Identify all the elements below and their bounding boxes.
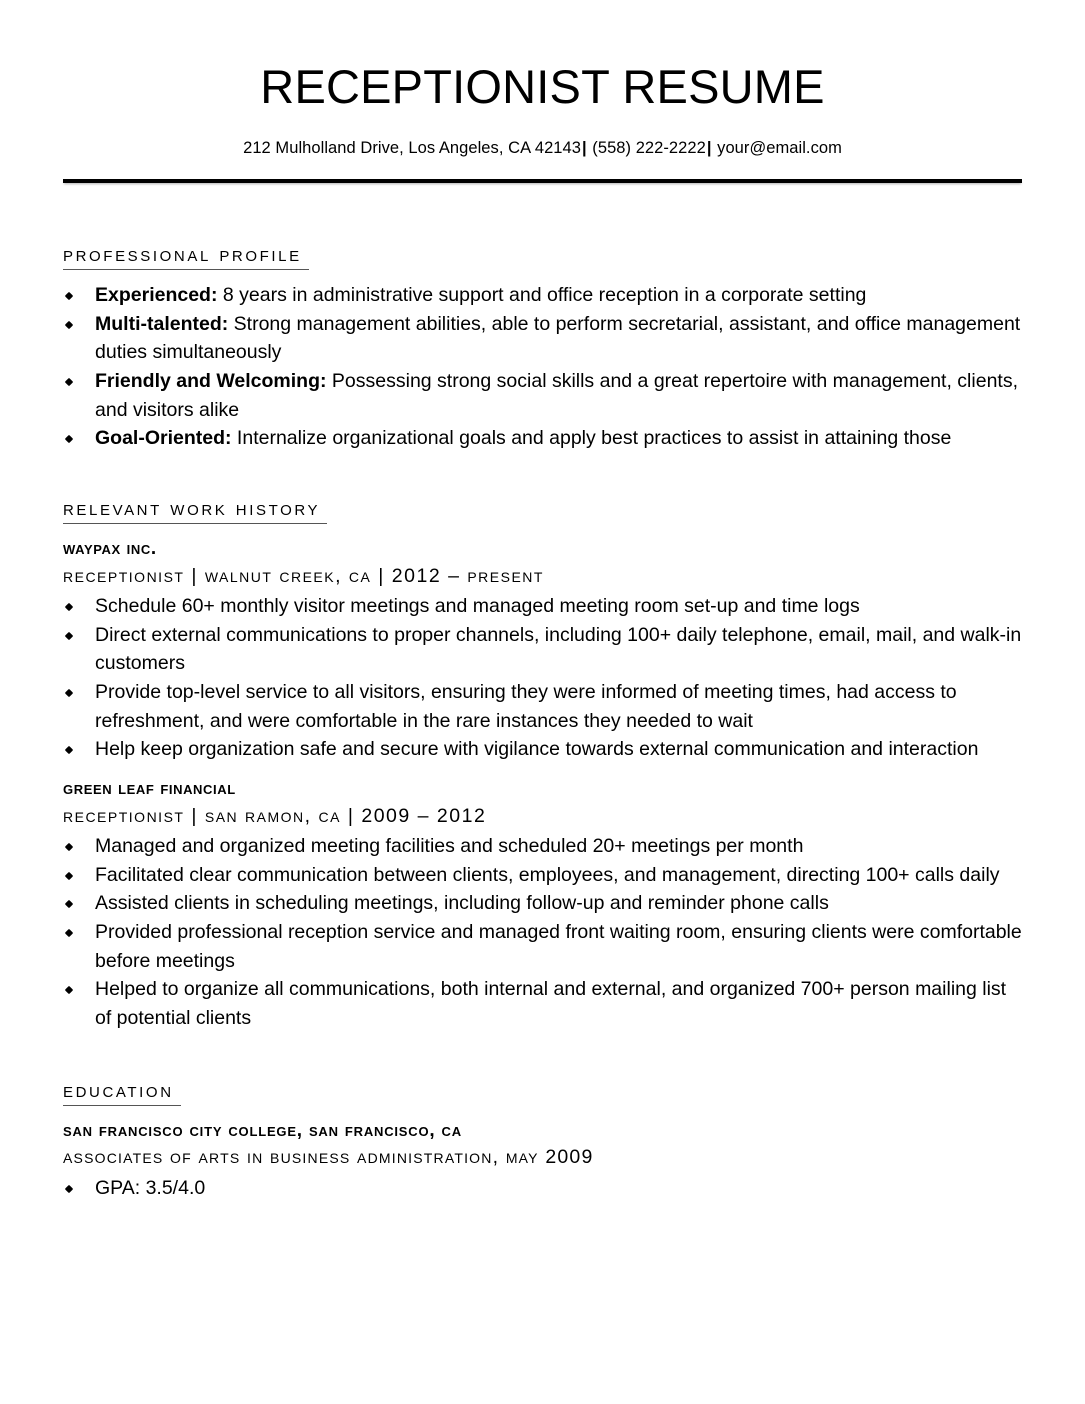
list-item xyxy=(63,281,1022,310)
job-company-name: green leaf financial xyxy=(63,777,236,799)
education-school-name: san francisco city college, san francisco, ca xyxy=(63,1119,462,1141)
work-history-entry xyxy=(63,777,1022,1033)
list-item xyxy=(63,367,1022,424)
list-item xyxy=(63,310,1022,367)
list-item xyxy=(63,621,1022,678)
bullet-text: Facilitated clear communication between clients, employees, and management, directing 100+ calls daily xyxy=(95,863,1000,886)
resume-body xyxy=(0,243,1085,1203)
bullet-text: Help keep organization safe and secure with vigilance towards external communication and interaction xyxy=(95,738,979,761)
education-degree-line: associates of arts in business administration, may 2009 xyxy=(63,1146,594,1169)
bullet-lead-in: Goal-Oriented: xyxy=(95,427,232,450)
header-rule xyxy=(63,179,1022,183)
document-header xyxy=(0,0,1085,160)
job-bullet-list xyxy=(63,832,1022,1033)
header-divider xyxy=(63,179,1022,183)
bullet-text: Strong management abilities, able to perform secretarial, assistant, and office management duties simultaneously xyxy=(95,312,1021,364)
list-item xyxy=(63,918,1022,975)
job-bullet-list xyxy=(63,592,1022,764)
bullet-lead-in: Experienced: xyxy=(95,283,218,306)
contact-line xyxy=(0,138,1085,159)
work-history-entry xyxy=(63,537,1022,764)
list-item xyxy=(63,861,1022,890)
list-item xyxy=(63,832,1022,861)
section-work-history xyxy=(63,497,1022,1033)
job-title-location-dates: receptionist | walnut creek, ca | 2012 – present xyxy=(63,564,544,587)
bullet-text: Assisted clients in scheduling meetings, including follow-up and reminder phone calls xyxy=(95,892,829,915)
job-company-name: waypax inc. xyxy=(63,538,157,559)
section-heading-education: education xyxy=(63,1079,181,1106)
contact-separator-1: | xyxy=(581,139,587,158)
bullet-text: Internalize organizational goals and apply best practices to assist in attaining those xyxy=(231,427,952,450)
bullet-text: Schedule 60+ monthly visitor meetings and managed meeting room set-up and time logs xyxy=(95,595,860,617)
list-item xyxy=(63,678,1022,735)
work-history-entries xyxy=(63,537,1022,1033)
bullet-text: Provide top-level service to all visitors, ensuring they were informed of meeting times, had access to refreshment, and were comfortable in the rare instances they needed to wait xyxy=(95,680,957,732)
bullet-text: GPA: 3.5/4.0 xyxy=(95,1176,206,1199)
list-item xyxy=(63,735,1022,764)
contact-email: your@email.com xyxy=(717,139,842,158)
list-item xyxy=(63,889,1022,918)
education-bullet-list xyxy=(63,1174,1022,1203)
bullet-text: Managed and organized meeting facilities and scheduled 20+ meetings per month xyxy=(95,834,804,857)
section-heading-professional-profile: professional profile xyxy=(63,243,309,270)
list-item xyxy=(63,975,1022,1032)
list-item xyxy=(63,424,1022,453)
page-title: RECEPTIONIST RESUME xyxy=(260,60,825,113)
contact-separator-2: | xyxy=(706,139,712,158)
bullet-text: Direct external communications to proper channels, including 100+ daily telephone, email, mail, and walk-in customers xyxy=(95,623,1022,675)
bullet-text: 8 years in administrative support and office reception in a corporate setting xyxy=(217,283,867,306)
bullet-text: Helped to organize all communications, both internal and external, and organized 700+ person mailing list of potential clients xyxy=(95,978,1007,1029)
education-entry xyxy=(63,1119,1022,1203)
list-item xyxy=(63,592,1022,621)
list-item xyxy=(63,1174,1022,1203)
contact-address: 212 Mulholland Drive, Los Angeles, CA 42143 xyxy=(243,139,581,158)
profile-bullet-list xyxy=(63,281,1022,453)
job-title-location-dates: receptionist | san ramon, ca | 2009 – 2012 xyxy=(63,804,487,827)
contact-phone: (558) 222-2222 xyxy=(592,139,706,158)
bullet-text: Possessing strong social skills and a great repertoire with management, clients, and visitors alike xyxy=(95,369,1018,421)
section-professional-profile xyxy=(63,243,1022,453)
education-entries xyxy=(63,1119,1022,1203)
bullet-text: Provided professional reception service and managed front waiting room, ensuring clients were comfortable before meetings xyxy=(95,920,1022,972)
bullet-lead-in: Friendly and Welcoming: xyxy=(95,369,327,392)
section-heading-work-history: relevant work history xyxy=(63,497,327,524)
section-education xyxy=(63,1079,1022,1203)
bullet-lead-in: Multi-talented: xyxy=(95,312,229,335)
